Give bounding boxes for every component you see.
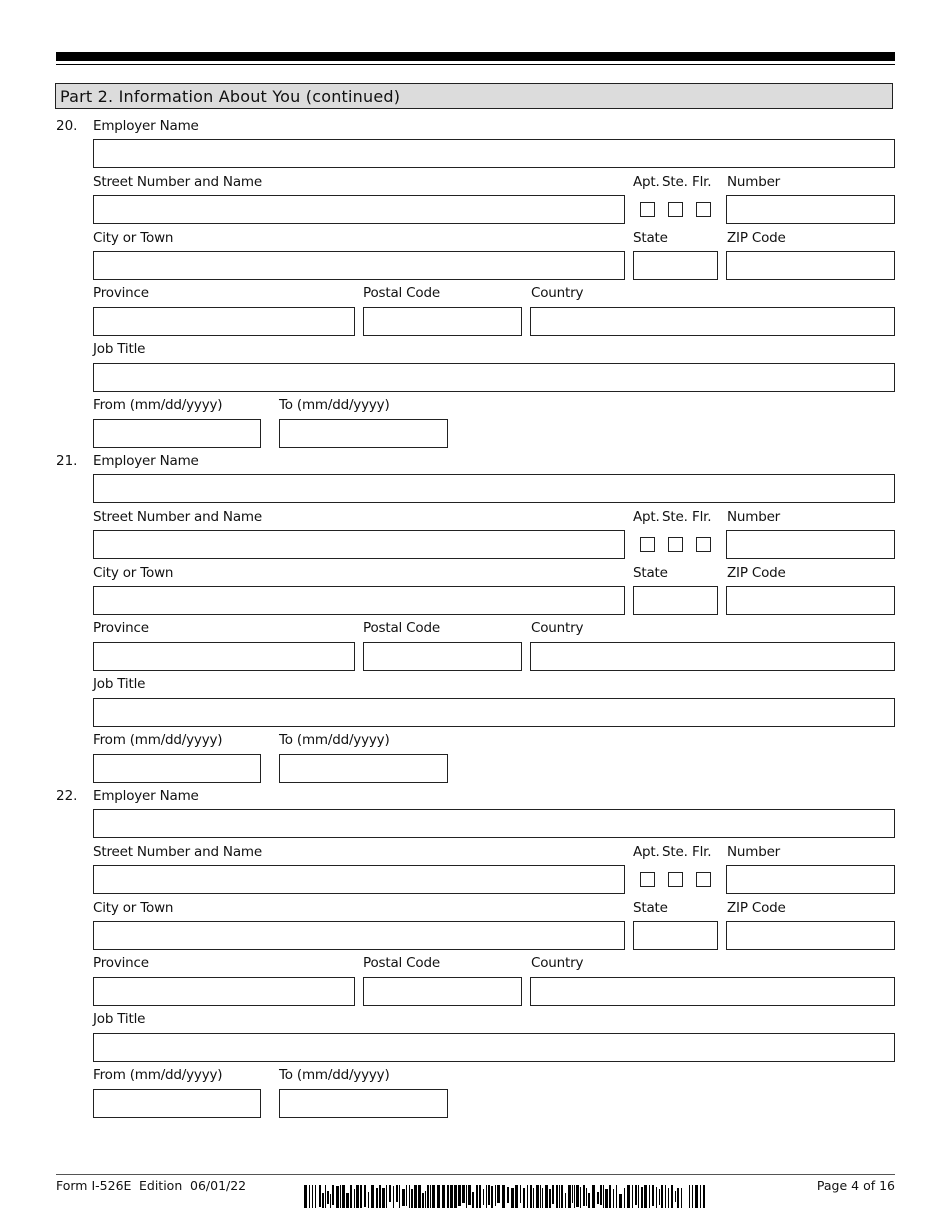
footer-rule — [56, 1174, 895, 1175]
postal-code-label: Postal Code — [363, 955, 440, 971]
postal-code-label: Postal Code — [363, 620, 440, 636]
from-date-label: From (mm/dd/yyyy) — [93, 397, 223, 413]
street-label: Street Number and Name — [93, 844, 262, 860]
employer-name-field[interactable] — [93, 474, 895, 503]
job-title-field[interactable] — [93, 363, 895, 392]
country-label: Country — [531, 620, 584, 636]
to-date-field[interactable] — [279, 419, 448, 448]
street-label: Street Number and Name — [93, 174, 262, 190]
state-field[interactable] — [633, 586, 718, 615]
ste-label: Ste. — [662, 509, 688, 525]
unit-number-field[interactable] — [726, 195, 895, 224]
item-number: 20. — [56, 118, 78, 134]
zip-field[interactable] — [726, 586, 895, 615]
country-field[interactable] — [530, 642, 895, 671]
from-date-label: From (mm/dd/yyyy) — [93, 732, 223, 748]
apt-checkbox[interactable] — [640, 537, 655, 552]
apt-label: Apt. — [633, 844, 660, 860]
city-field[interactable] — [93, 586, 625, 615]
to-date-field[interactable] — [279, 754, 448, 783]
job-title-label: Job Title — [93, 341, 146, 357]
footer-edition-date: 06/01/22 — [190, 1178, 247, 1193]
job-title-field[interactable] — [93, 698, 895, 727]
ste-label: Ste. — [662, 174, 688, 190]
footer-page-number: Page 4 of 16 — [816, 1178, 895, 1193]
top-rule-thick — [56, 52, 895, 61]
postal-code-field[interactable] — [363, 307, 522, 336]
state-label: State — [633, 565, 668, 581]
ste-checkbox[interactable] — [668, 537, 683, 552]
state-field[interactable] — [633, 251, 718, 280]
employer-name-field[interactable] — [93, 139, 895, 168]
zip-label: ZIP Code — [727, 900, 786, 916]
province-label: Province — [93, 955, 149, 971]
apt-label: Apt. — [633, 509, 660, 525]
from-date-field[interactable] — [93, 1089, 261, 1118]
country-field[interactable] — [530, 307, 895, 336]
flr-checkbox[interactable] — [696, 537, 711, 552]
to-date-label: To (mm/dd/yyyy) — [279, 1067, 390, 1083]
province-label: Province — [93, 285, 149, 301]
zip-label: ZIP Code — [727, 565, 786, 581]
to-date-field[interactable] — [279, 1089, 448, 1118]
state-field[interactable] — [633, 921, 718, 950]
apt-checkbox[interactable] — [640, 202, 655, 217]
item-number: 22. — [56, 788, 78, 804]
job-title-label: Job Title — [93, 676, 146, 692]
state-label: State — [633, 900, 668, 916]
from-date-field[interactable] — [93, 754, 261, 783]
part-header-title: Part 2. Information About You (continued) — [60, 87, 401, 106]
footer-form-id: Form I-526E — [56, 1178, 132, 1193]
unit-number-label: Number — [727, 844, 781, 860]
unit-number-field[interactable] — [726, 865, 895, 894]
country-label: Country — [531, 955, 584, 971]
barcode-image — [304, 1185, 714, 1208]
street-field[interactable] — [93, 865, 625, 894]
apt-checkbox[interactable] — [640, 872, 655, 887]
flr-label: Flr. — [692, 844, 712, 860]
state-label: State — [633, 230, 668, 246]
flr-checkbox[interactable] — [696, 872, 711, 887]
city-field[interactable] — [93, 251, 625, 280]
postal-code-field[interactable] — [363, 642, 522, 671]
apt-label: Apt. — [633, 174, 660, 190]
unit-number-label: Number — [727, 174, 781, 190]
province-field[interactable] — [93, 642, 355, 671]
to-date-label: To (mm/dd/yyyy) — [279, 732, 390, 748]
street-field[interactable] — [93, 530, 625, 559]
employer-name-field[interactable] — [93, 809, 895, 838]
footer-edition-label: Edition — [139, 1178, 183, 1193]
country-label: Country — [531, 285, 584, 301]
zip-field[interactable] — [726, 921, 895, 950]
employer-name-label: Employer Name — [93, 118, 199, 134]
country-field[interactable] — [530, 977, 895, 1006]
unit-number-label: Number — [727, 509, 781, 525]
employer-name-label: Employer Name — [93, 788, 199, 804]
to-date-label: To (mm/dd/yyyy) — [279, 397, 390, 413]
flr-label: Flr. — [692, 174, 712, 190]
city-field[interactable] — [93, 921, 625, 950]
street-field[interactable] — [93, 195, 625, 224]
ste-label: Ste. — [662, 844, 688, 860]
city-label: City or Town — [93, 565, 174, 581]
item-number: 21. — [56, 453, 78, 469]
province-label: Province — [93, 620, 149, 636]
street-label: Street Number and Name — [93, 509, 262, 525]
postal-code-field[interactable] — [363, 977, 522, 1006]
part-header — [55, 83, 893, 109]
postal-code-label: Postal Code — [363, 285, 440, 301]
from-date-label: From (mm/dd/yyyy) — [93, 1067, 223, 1083]
flr-checkbox[interactable] — [696, 202, 711, 217]
province-field[interactable] — [93, 307, 355, 336]
job-title-label: Job Title — [93, 1011, 146, 1027]
city-label: City or Town — [93, 230, 174, 246]
province-field[interactable] — [93, 977, 355, 1006]
employer-name-label: Employer Name — [93, 453, 199, 469]
ste-checkbox[interactable] — [668, 202, 683, 217]
city-label: City or Town — [93, 900, 174, 916]
zip-label: ZIP Code — [727, 230, 786, 246]
from-date-field[interactable] — [93, 419, 261, 448]
top-rule-thin — [56, 64, 895, 65]
unit-number-field[interactable] — [726, 530, 895, 559]
ste-checkbox[interactable] — [668, 872, 683, 887]
zip-field[interactable] — [726, 251, 895, 280]
flr-label: Flr. — [692, 509, 712, 525]
job-title-field[interactable] — [93, 1033, 895, 1062]
